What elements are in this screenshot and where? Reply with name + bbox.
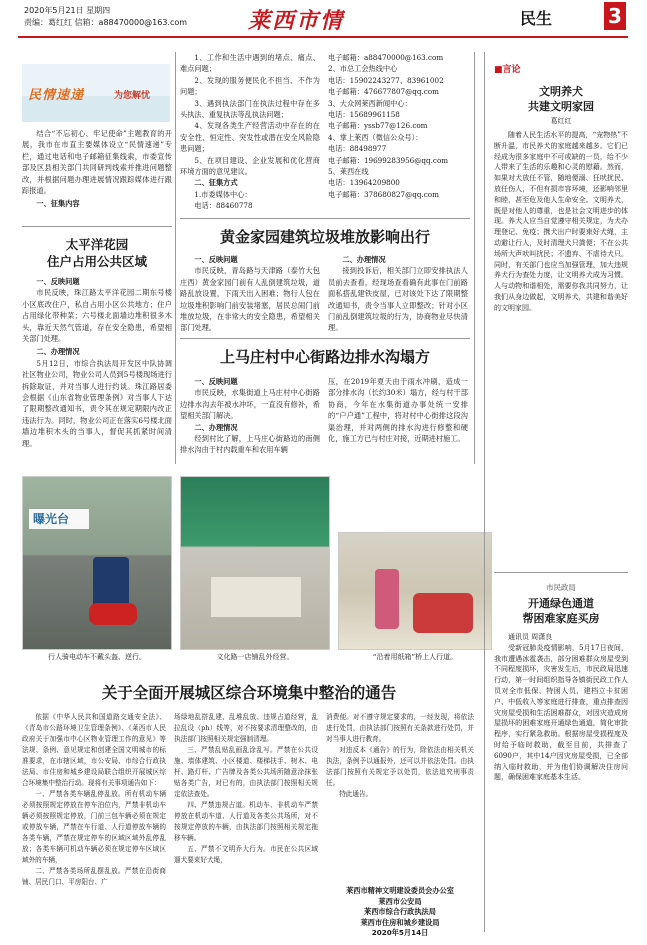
- list-item: 1、工作和生活中遇到的堵点、痛点、难点问题；: [180, 53, 320, 74]
- story-tag: 市民政局: [546, 583, 576, 592]
- banner-subtitle: 为您解忧: [114, 91, 151, 101]
- list-item: 5、在项目建设、企业发展和优化营商环境方面的意见建议。: [180, 155, 320, 177]
- opinion-headline: [494, 84, 628, 129]
- story-paragraph: 市民反映，珠江路太平洋花园二期东号楼小区底改住户，私自占用小区公共地方；住户占用绿化带种菜；六号楼北面墙边堆积很多木头，靠近天然气管道，存在安全隐患，希望相关部门处理。: [22, 288, 172, 344]
- divider: [180, 218, 470, 219]
- contact-line: 2、市总工会热线中心: [328, 64, 398, 74]
- masthead: [0, 0, 647, 42]
- column-rule: [484, 52, 485, 932]
- masthead-rule: [18, 36, 628, 38]
- story-body: [180, 376, 320, 456]
- headline-line: 共建文明家园: [528, 100, 594, 113]
- notice-paragraph: 对违反本《通告》的行为，除依法由相关机关执法，条例予以通报外，还可以并依法处罚。由执法部门按照有关规定予以处罚，依法追究刑事责任。: [326, 746, 474, 787]
- column-banner: [22, 64, 170, 122]
- contact-line: 电话：15902243277、83961002: [328, 75, 444, 85]
- signer: 莱西市综合行政执法局: [364, 907, 436, 917]
- story-paragraph: 受新冠肺炎疫情影响，5月17日夜间，我市遭遇冰雹袭击，部分困难群众房屋受到不同程度损坏，灾害发生后，市民政局迅速行动，第一时间组织指导各镇街民政工作人员对全市低保、特困人员、建档立卡贫困户、中低收入等家庭进行排查，重点排查因灾房屋受损和生活困难群众，对因灾造成房屋损坏的困难家庭开通绿色通道，简化审批程序，实行紧急救助。根据房屋受损程度及时给予临时救助，截至目前，共排查了6090户，其中14户因灾房屋受损，已全部纳入临时救助，并为他们协调解决住房问题，确保困难家庭基本生活。: [494, 643, 628, 782]
- contact-line: 电子邮箱：19699283956@qq.com: [328, 155, 449, 165]
- scooter-shape: [89, 603, 137, 625]
- photo-shopfront: [180, 476, 330, 650]
- section-heading: 二、征集方式: [194, 178, 238, 188]
- story-body: [22, 276, 172, 449]
- banner-title: 民情速递: [28, 88, 85, 103]
- subheading: 二、办理情况: [342, 255, 386, 264]
- produce-pile: [413, 593, 473, 633]
- story-headline: 上马庄村中心街路边排水沟塌方: [219, 348, 430, 366]
- subheading: 二、办理情况: [194, 422, 238, 432]
- section-name: 民生: [520, 9, 553, 28]
- opinion-paragraph: 随着人民生活水平的提高，“宠物热”不断升温，市民养犬的家庭越来越多。它们已经成为很多家庭中不可或缺的一员，给不少人带来了生活的乐趣和心灵的慰藉。然而，如果对犬放任不管，随地便溺、狂吠扰民、放任伤人，不但有损市容环境，还影响邻里和睦，甚至危及他人生命安全。文明养犬，既是对他人的尊重，也是社会文明进步的体现。养犬人应当自觉遵守相关规定，为犬办理登记、免疫；携犬出户时要束好犬绳，主动避让行人，及时清理犬只粪便；不在公共场所大声吠叫扰民；不遗弃、不虐待犬只。同时，有关部门也应当加强管理，加大违规养犬行为查处力度，让文明养犬成为习惯。人与动物和谐相处，需要你我共同努力，让我们从身边做起，文明养犬，共建和谐美好的文明家园。: [494, 131, 628, 312]
- notice-column: [174, 712, 318, 866]
- story-body: [328, 254, 468, 334]
- headline-line: 文明养犬: [539, 85, 583, 98]
- intro-block: [22, 128, 172, 210]
- headline-line: 住户占用公共区域: [46, 254, 147, 269]
- headline-line: 帮困难家庭买房: [522, 612, 600, 625]
- contact-line: 电话：88498977: [328, 144, 387, 154]
- contact-line: 电话：13964209800: [328, 178, 400, 188]
- contact-line: 电话：15689961158: [328, 110, 400, 120]
- signer: 莱西市住房和城乡建设局: [360, 917, 440, 927]
- contact-line: [180, 189, 320, 200]
- notice-paragraph: 四、严禁违规占道。机动车、非机动车严禁停放在机动车道、人行道及各类公共场所，对不按规定停放的车辆，由执法部门按照相关规定拖移车辆。: [174, 801, 318, 842]
- story-headline: [22, 236, 172, 270]
- column-rule: [474, 52, 475, 464]
- list-item: 4、发现各类生产经营活动中存在的在安全性、恒定性、突发性或潜在安全风险隐患问题；: [180, 121, 320, 154]
- story-paragraph: 经到村比了解，上马庄心街路边的南侧排水沟由于村内载重车和农用车辆: [180, 434, 320, 455]
- goods-pile: [211, 577, 301, 617]
- headline-line: 开通绿色通道: [528, 597, 594, 610]
- subheading: 一、反映问题: [194, 255, 238, 264]
- column-rule: [175, 52, 176, 464]
- reporter-line: 通讯员 周潇良: [508, 633, 553, 641]
- contact-line: 电子邮箱：a88470000@163.com: [328, 53, 444, 62]
- signer: 莱西市精神文明建设委员会办公室: [346, 886, 454, 895]
- story-body: [494, 632, 628, 932]
- list-item: 2、发现的服务便民化不担当、不作为问题；: [180, 75, 320, 97]
- photo-scooter: [22, 476, 172, 650]
- byline: 葛红红: [550, 117, 572, 125]
- issue-date: 2020年5月21日 星期四: [24, 6, 111, 15]
- notice-paragraph: 场绿地乱搭乱建、乱堆乱放、违规占道经营，乱拉乱设（ph）线等，对不按要求清理整改的，由执法部门按照相关规定强制清理。: [174, 713, 318, 743]
- notice-paragraph: 特此通告。: [339, 790, 373, 798]
- phone-number: 88460778: [215, 201, 253, 211]
- photo-caption: 文化路一店铺乱外经营。: [216, 653, 294, 661]
- vendor-figure: [375, 569, 399, 629]
- divider: [494, 572, 628, 573]
- story-paragraph: 市民反映，水集街道上马庄村中心街路边排水沟去年被水冲坏，一直没有修补，希望相关部门解决。: [180, 388, 320, 421]
- contact-line: 3、大众网莱西新闻中心：: [328, 98, 412, 108]
- notice-paragraph: 依据《中华人民共和国道路交通安全法》、《青岛市公路环境卫生管理条例》、《莱西市人民政府关于加强市中心区物业管理工作的意见》等法规、条例、意见规定和创建全国文明城市的标准要求，在市辖区域，市公安局、市综合行政执法局、市住房和城乡建设局联合组织开展城区综合环境集中整治行动。现将有关事项通告如下：: [22, 713, 166, 787]
- story-paragraph: 接到投诉后，相关部门立即安排执法人员前去查看，经现场查看确有此事在门前路面私搭乱建铁皮屋，已对该处下达了限期整改通知书，责令当事人立即整改；针对小区门前乱倒建筑垃圾的行为，协商物业尽快清理。: [328, 266, 468, 333]
- sign-date: 2020年5月14日: [371, 928, 429, 938]
- subheading: 二、办理情况: [36, 347, 80, 357]
- list-item: 3、遇到执法部门在执法过程中存在多头执法、重复执法等乱执法问题；: [180, 98, 320, 120]
- headline-line: 太平洋花园: [65, 237, 129, 252]
- section-heading: 一、征集内容: [36, 199, 80, 209]
- notice-paragraph: 消费便。对不遵守规定要求的，一经发现，将依法进行处罚，由执法部门按照有关条款进行处罚，并对当事人进行教育。: [326, 713, 474, 743]
- photo-caption: “沿着用纸箱”桥上人行道。: [372, 653, 458, 661]
- contact-line: 电子邮箱：yssb77@126.com: [328, 121, 428, 131]
- story-paragraph: 压，在2019年夏天由于雨水冲刷，造成一部分排水沟（长约30米）塌方，经与村干部协商，今年在水集街道办事处统一安排的“户户通”工程中，将对村中心街排这段沟渠治理，并对两侧的排水沟进行修整和硬化，施工方已与村庄对接，近期进村施工。: [328, 377, 468, 444]
- divider: [22, 226, 172, 227]
- page-number: 3: [604, 2, 626, 30]
- contact-line: [180, 200, 320, 211]
- contact-list: [328, 52, 468, 200]
- story-body: [180, 254, 320, 334]
- photo-section-label: 曝光台: [29, 509, 89, 529]
- notice-paragraph: 五、严禁不文明乔大行为。市民在公共区域遛犬要束好犬绳，: [174, 845, 318, 864]
- notice-title: 关于全面开展城区综合环境集中整治的通告: [101, 683, 397, 702]
- story-paragraph: 5月12日，市综合执法局开发区中队协调社区物业公司，物业公司人员到5号楼现场进行拆除取证，并对当事人进行约谈。珠江路居委会根据《山东省物业管理条例》对当事人下达了限期整改通知书，责令其在规定期限内改正违法行为。同时，物业公司正在落实6号楼北面墙边堆积木头的当事人，督促其抓紧时间清理。: [22, 358, 172, 448]
- notice-column: [326, 712, 474, 800]
- notice-paragraph: 二、严禁各类场所乱摆乱放。严禁在沿街商铺、居民门口、平房阳台、广: [22, 867, 166, 886]
- divider: [180, 338, 470, 339]
- contact-label: 电话：: [194, 201, 216, 211]
- signer: 莱西市公安局: [378, 896, 422, 906]
- notice-signature: [326, 886, 474, 939]
- newspaper-logo: 莱西市情: [248, 8, 345, 34]
- photo-caption: 行人骑电动车不戴头盔、逆行。: [48, 653, 146, 661]
- story-headline: [494, 596, 628, 626]
- story-paragraph: 市民反映，青岛路与天津路（泰竹大包庄西）黄金家园门前有人乱倒建筑垃圾，道路乱放设置，下雨天出入困难；物行人包在垃圾堆积影响门前安装堵塞，居民总闹门前堆放垃圾，在非常大的安全隐患，希望相关部门处理。: [180, 266, 320, 333]
- notice-paragraph: 三、严禁乱贴乱画乱涂乱写。严禁在公共设施、墙体建筑、小区楼道、楼梯扶手、树木、电杆、路灯杆、广告牌及各类公共场所随意涂抹张贴各类广告，对已有的，由执法部门按照相关规定依法查处。: [174, 746, 318, 798]
- subheading: 一、反映问题: [194, 377, 238, 386]
- story-headline: 黄金家园建筑垃圾堆放影响出行: [219, 228, 430, 246]
- contact-line: 5、莱西在线: [328, 167, 369, 177]
- story-body: [328, 376, 468, 444]
- contact-label: 1.市委媒体中心：: [194, 189, 252, 199]
- photo-stall: [338, 532, 492, 650]
- commentary-tag: ■言论: [494, 65, 521, 75]
- opinion-body: [494, 130, 628, 550]
- notice-paragraph: 一、严禁各类车辆乱停乱放。所有机动车辆必须按照规定停放在停车泊位内，严禁非机动车辆必须按照规定停放，门前三包车辆必须在规定或停放车辆，严禁在车行道、人行道停放车辆的各类车辆，严禁在规定停车的区域区域外乱停乱放；各类车辆可机动车辆必须在规定停车区域区域外的车辆，: [22, 790, 166, 864]
- contact-line: 4、掌上莱西（微信公众号）：: [328, 132, 423, 142]
- intro-text: 结合“不忘初心、牢记使命”主题教育的开展，我市在市直主要媒体设立“民情速递”专栏，通过电话和电子邮箱征集线索，市委宣传部及区县相关部门共同研判线索并推进问题整改，并根据问题办理进展情况跟踪媒体进行跟踪报道。: [22, 129, 172, 196]
- collection-items: [180, 52, 320, 212]
- editor-line: 责编：葛红红 信箱：a88470000@163.com: [24, 18, 188, 27]
- contact-line: 电子邮箱：378680827@qq.com: [328, 189, 439, 199]
- contact-line: 电子邮箱：476677807@qq.com: [328, 87, 439, 97]
- photo-strip: [22, 476, 492, 664]
- subheading: 一、反映问题: [36, 277, 80, 286]
- notice-column: [22, 712, 166, 888]
